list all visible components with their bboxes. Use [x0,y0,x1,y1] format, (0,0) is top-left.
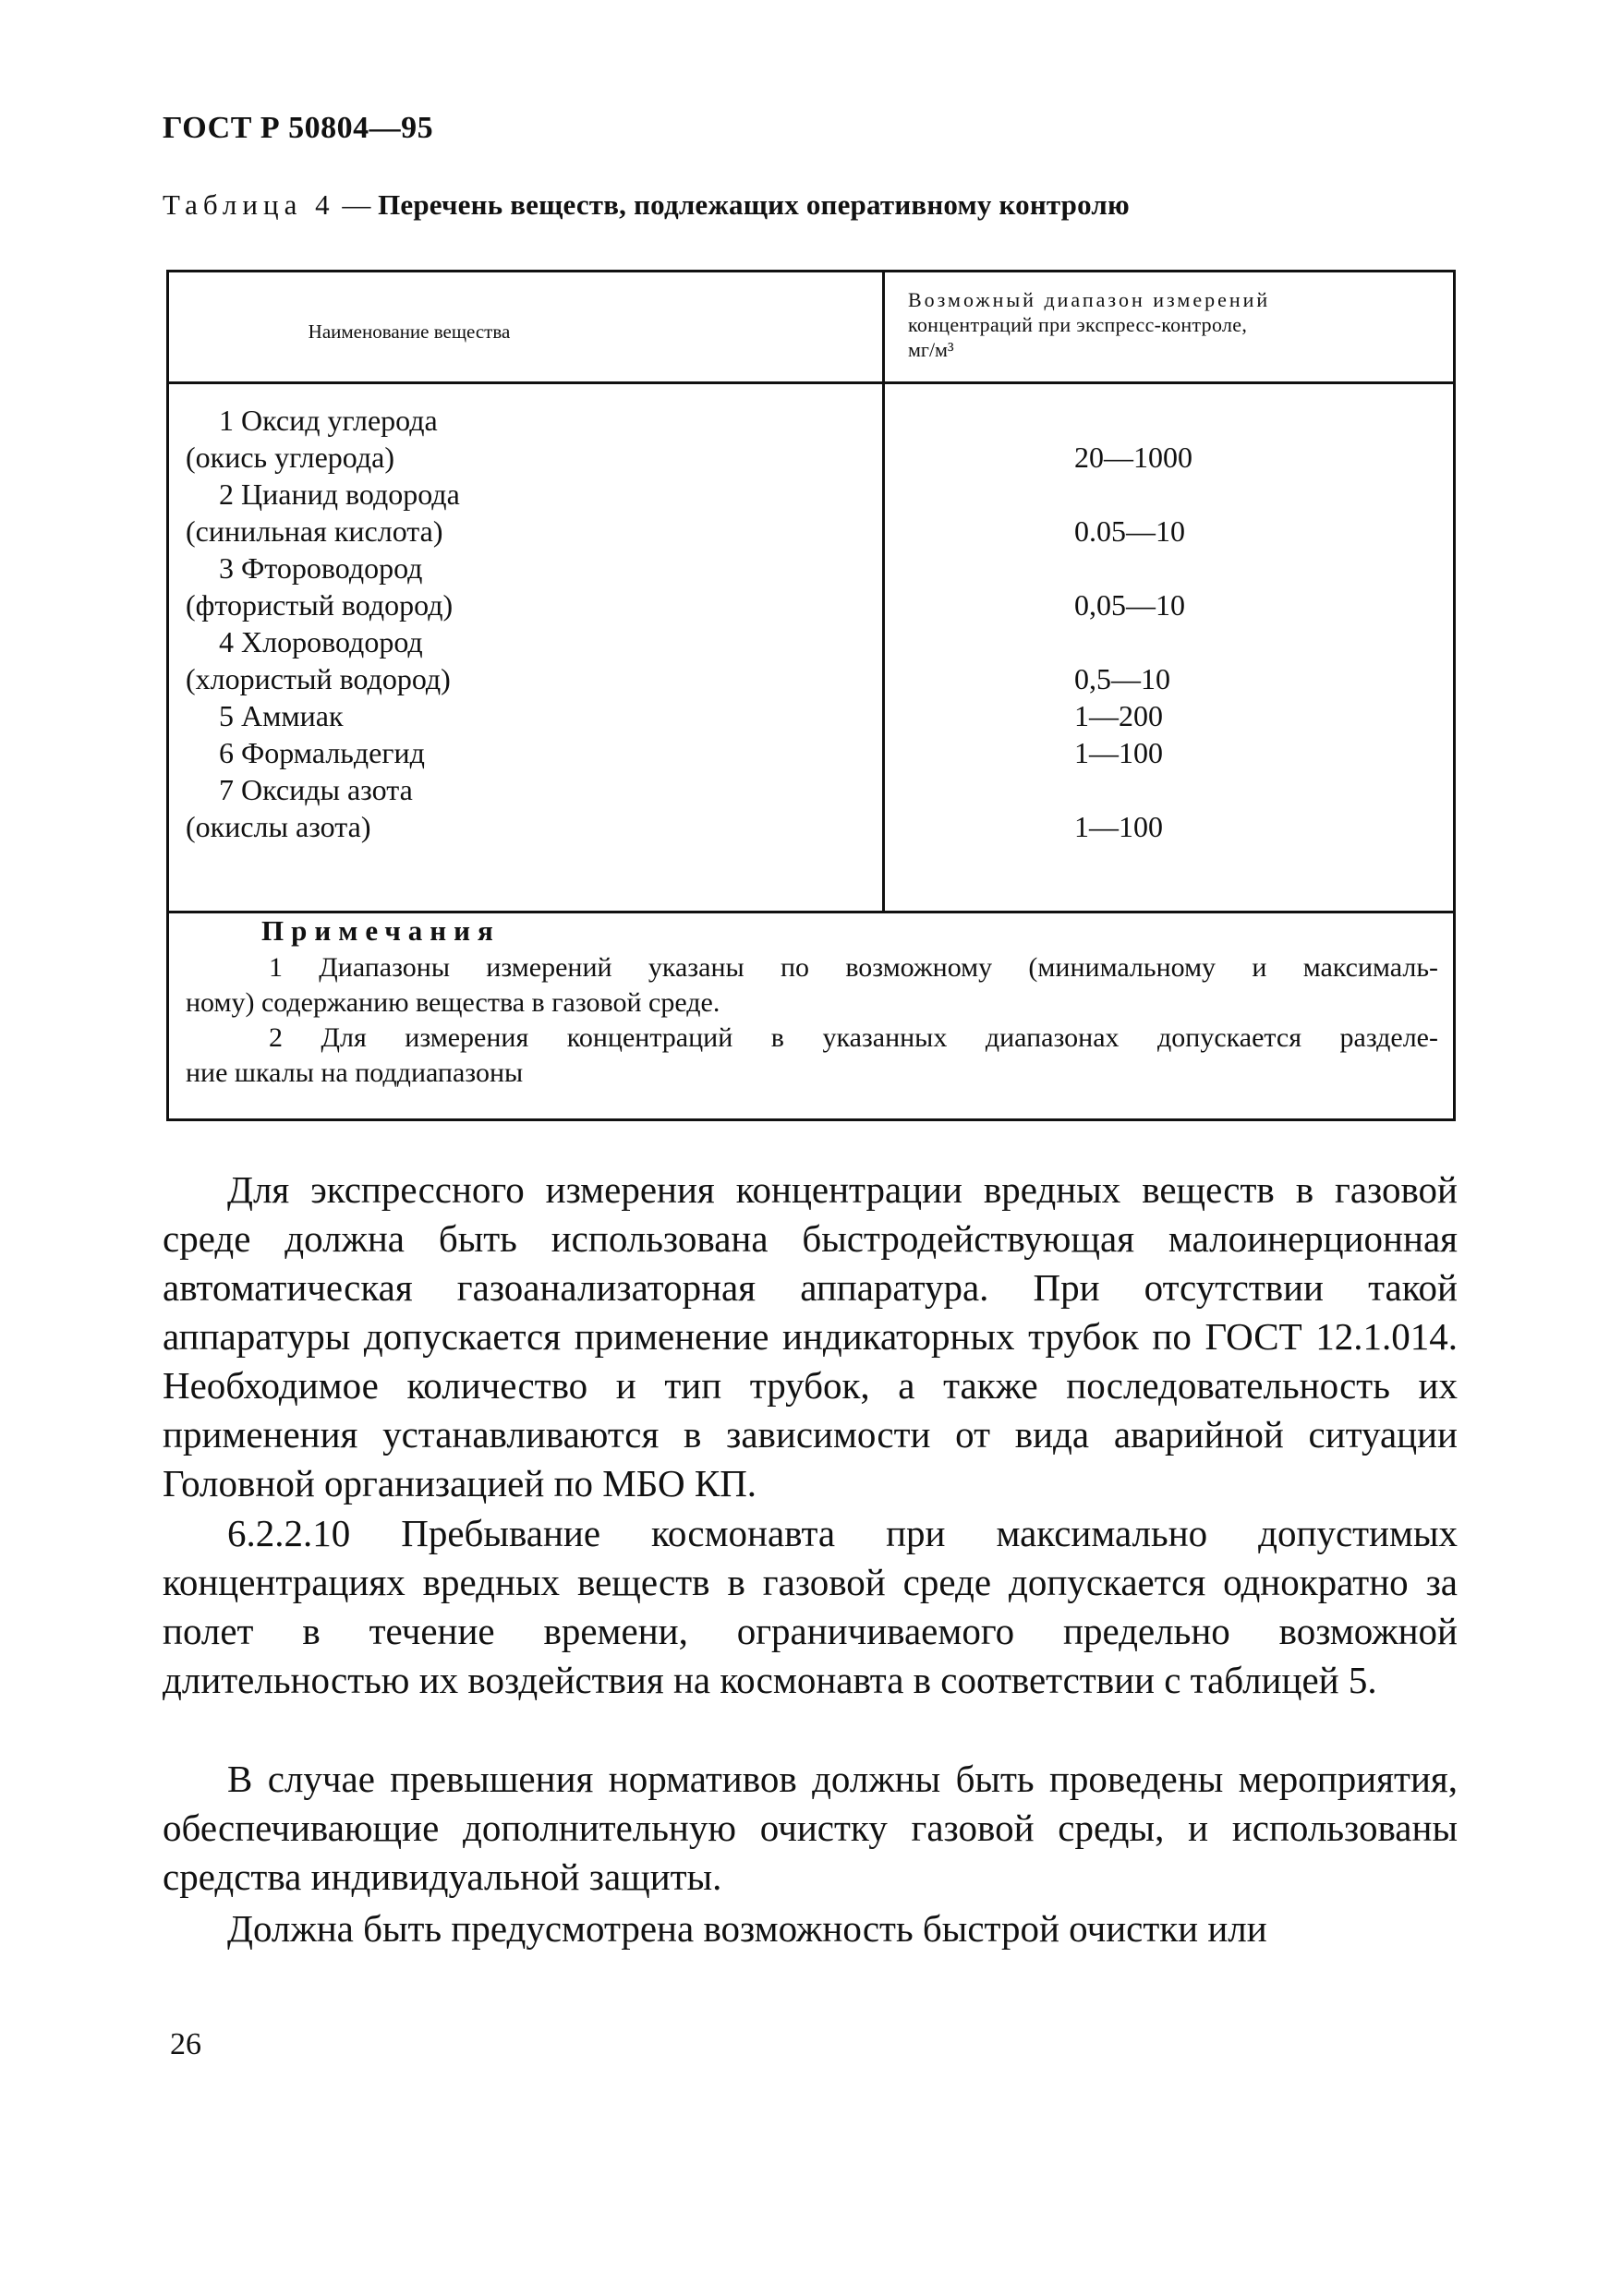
page-number: 26 [170,2027,201,2061]
column-header-range-line2: концентраций при экспресс-контроле, [908,313,1248,336]
substance-name: (окислы азота) [186,810,371,843]
substance-name: 1 Оксид углерода [219,404,438,437]
substances-table [166,270,1456,1121]
range-value: 0,05—10 [1074,588,1185,622]
range-value: 0,5—10 [1074,662,1170,695]
substance-name: 6 Формальдегид [219,736,425,769]
note-item [186,1021,1438,1091]
table-row [169,550,1453,586]
paragraph-text: Должна быть предусмотрена возможность быстрой очистки или [227,1907,1267,1950]
note-first-line: 2 Для измерения концентраций в указанных диапазонах допускается разделе- [269,1022,1438,1053]
range-value: 1—100 [1074,810,1163,843]
substance-name: 5 Аммиак [219,699,344,732]
paragraph-text: В случае превышения нормативов должны быть проведены мероприятия, обеспечивающие дополнительную очистку газовой среды, и использованы средства индивидуальной защиты. [163,1758,1458,1898]
table-row [169,808,1453,845]
substance-name: (хлористый водород) [186,662,451,695]
table-header-divider [169,381,1453,384]
note-rest: ному) содержанию вещества в газовой среде. [186,987,720,1018]
substance-name: (окись углерода) [186,441,395,474]
table-row [169,660,1453,697]
table-caption-dash: — [334,188,379,221]
table-row [169,513,1453,550]
table-row [169,439,1453,476]
table-row [169,771,1453,808]
notes-title: Примечания [261,914,501,947]
table-row [169,476,1453,513]
table-caption [163,188,1130,222]
table-row [169,734,1453,771]
note-first-line: 1 Диапазоны измерений указаны по возможному (минимальному и максималь- [269,952,1438,983]
range-value: 20—1000 [1074,441,1192,474]
column-header-name: Наименование вещества [308,320,511,343]
table-caption-label: Таблица 4 [163,188,335,221]
note-item [186,950,1438,1021]
range-value: 1—100 [1074,736,1163,769]
substance-name: 2 Цианид водорода [219,477,460,511]
column-header-range-line1: Возможный диапазон измерений [908,288,1271,311]
substance-name: 3 Фтороводород [219,551,423,585]
table-row [169,402,1453,439]
substance-name: (синильная кислота) [186,514,443,548]
column-header-range [908,287,1444,362]
range-value: 0.05—10 [1074,514,1185,548]
body-paragraph [163,1166,1458,1508]
table-row [169,623,1453,660]
body-paragraph [163,1755,1458,1902]
column-header-range-line3: мг/м³ [908,338,954,361]
table-row [169,697,1453,734]
substance-name: (фтористый водород) [186,588,454,622]
substance-name: 7 Оксиды азота [219,773,413,806]
table-row [169,586,1453,623]
substance-name: 4 Хлороводород [219,625,423,659]
body-paragraph [163,1509,1458,1705]
table-caption-title: Перечень веществ, подлежащих оперативному контролю [378,188,1130,221]
document-header: ГОСТ Р 50804—95 [163,111,434,145]
range-value: 1—200 [1074,699,1163,732]
paragraph-text: 6.2.2.10 Пребывание космонавта при максимально допустимых концентрациях вредных веществ в газовой среде допускается однократно за полет в течение времени, ограничиваемого предельно возможной длительностью их воздействия на космонавта в соответствии с таблицей 5. [163,1512,1458,1701]
note-rest: ние шкалы на поддиапазоны [186,1057,524,1088]
paragraph-text: Для экспрессного измерения концентрации вредных веществ в газовой среде должна быть использована быстродействующая малоинерционная автоматическая газоанализаторная аппаратура. При отсутствии такой аппаратуры допускается применение индикаторных трубок по ГОСТ 12.1.014. Необходимое количество и тип трубок, а также последовательность их применения устанавливаются в зависимости от вида аварийной ситуации Головной организацией по МБО КП. [163,1168,1458,1504]
body-paragraph [163,1904,1458,1953]
